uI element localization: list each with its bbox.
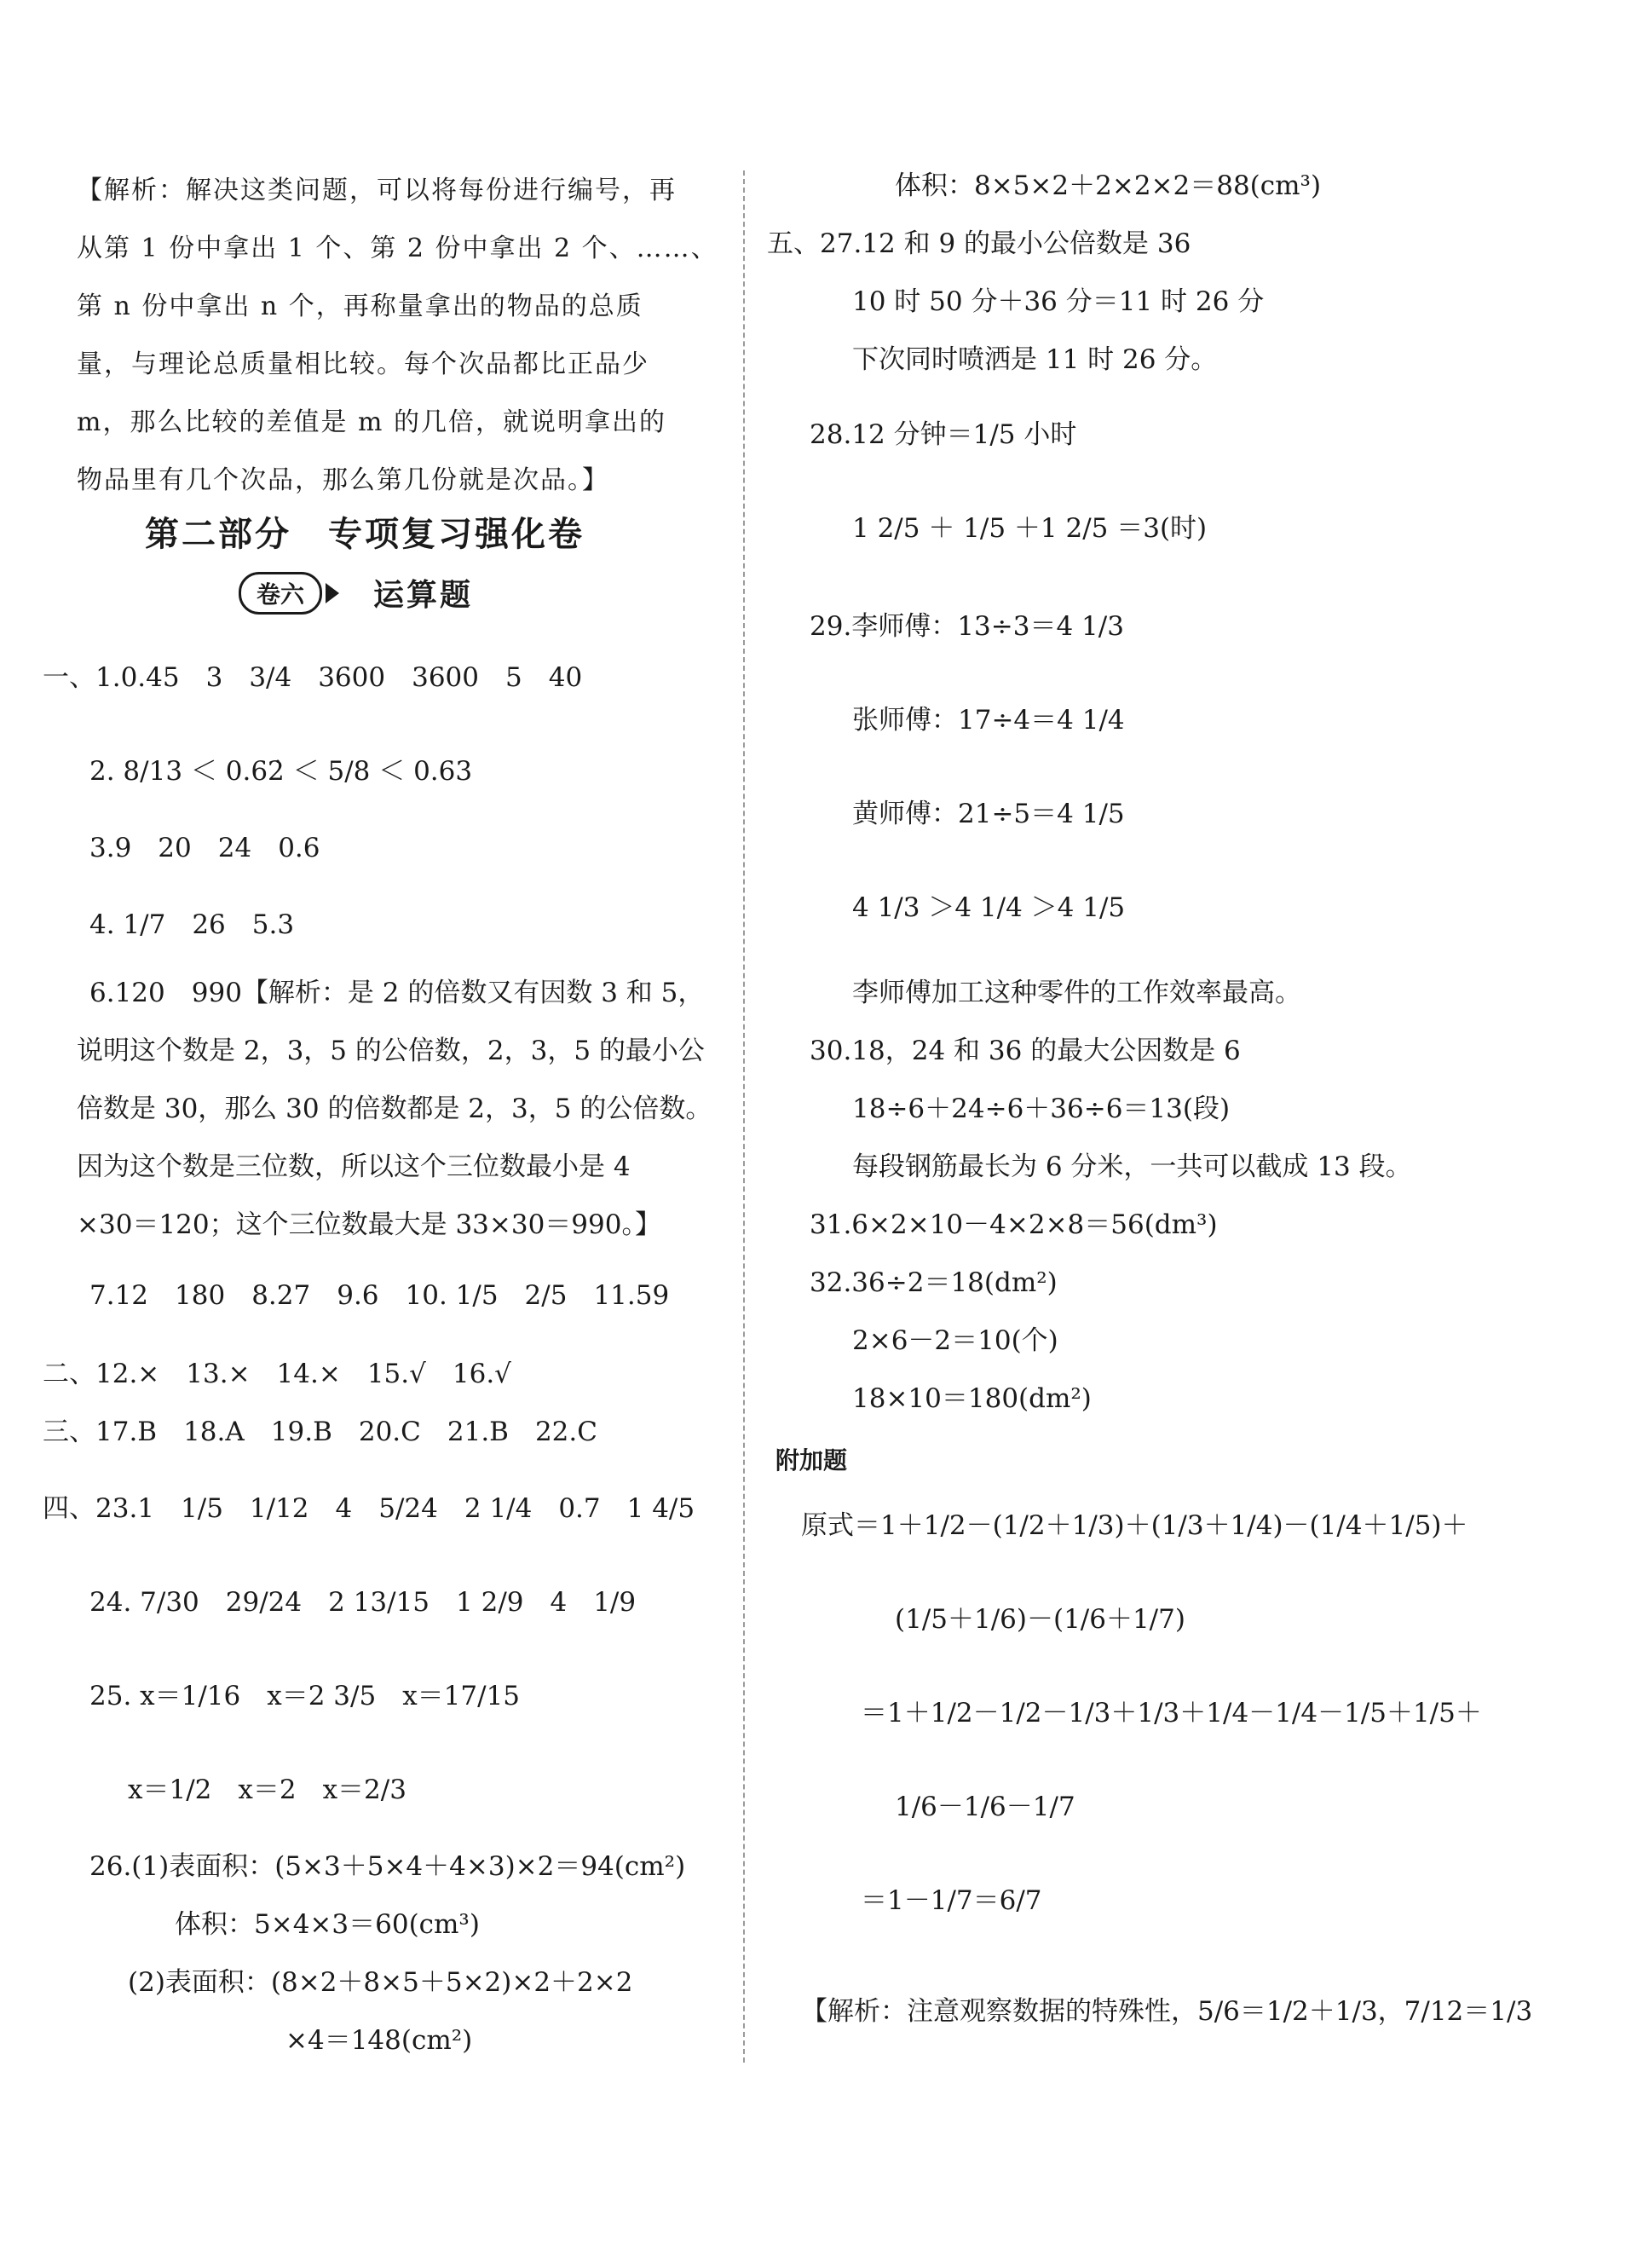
answer-line: 24. 7/30 29/24 2 13/15 1 2/9 4 1/9: [89, 1587, 637, 1618]
analysis-line: 物品里有几个次品，那么第几份就是次品。】: [77, 465, 609, 495]
topic-badge: [239, 571, 473, 615]
answer-line: 2×6－2＝10(个): [852, 1325, 1058, 1356]
answer-line: 原式＝1＋1/2－(1/2＋1/3)＋(1/3＋1/4)－(1/4＋1/5)＋: [801, 1510, 1468, 1541]
answer-line: 25. x＝1/16 x＝2 3/5 x＝17/15: [89, 1681, 521, 1711]
answer-line: 一、1.0.45 3 3/4 3600 3600 5 40: [43, 662, 583, 693]
answer-line: 18×10＝180(dm²): [852, 1383, 1092, 1414]
answer-line: 五、27.12 和 9 的最小公倍数是 36: [767, 228, 1191, 259]
answer-line: (2)表面积：(8×2＋8×5＋5×2)×2＋2×2: [128, 1967, 633, 1998]
answer-line: 29.李师傅：13÷3＝4 1/3: [810, 611, 1124, 642]
answer-line: 4. 1/7 26 5.3: [89, 909, 295, 940]
answer-line: 体积：5×4×3＝60(cm³): [175, 1909, 480, 1940]
answer-line: 3.9 20 24 0.6: [89, 833, 320, 863]
answer-line: ×30＝120；这个三位数最大是 33×30＝990。】: [77, 1209, 661, 1240]
answer-line: 6.120 990【解析：是 2 的倍数又有因数 3 和 5，: [89, 978, 705, 1008]
analysis-block: [77, 162, 724, 510]
answer-line: 说明这个数是 2，3，5 的公倍数，2，3，5 的最小公: [77, 1036, 705, 1066]
answer-line: 四、23.1 1/5 1/12 4 5/24 2 1/4 0.7 1 4/5: [43, 1493, 695, 1524]
analysis-line: m，那么比较的差值是 m 的几倍，就说明拿出的: [77, 407, 666, 437]
answer-line: 32.36÷2＝18(dm²): [810, 1267, 1058, 1298]
answer-line: 10 时 50 分＋36 分＝11 时 26 分: [852, 286, 1265, 317]
answer-line: 30.18，24 和 36 的最大公因数是 6: [810, 1036, 1241, 1066]
section-title: 第二部分 专项复习强化卷: [145, 515, 585, 554]
column-divider: [743, 170, 745, 2063]
analysis-line: 第 n 份中拿出 n 个，再称量拿出的物品的总质: [77, 291, 643, 321]
answer-line: 因为这个数是三位数，所以这个三位数最小是 4: [77, 1151, 631, 1182]
answer-line: 31.6×2×10－4×2×8＝56(dm³): [810, 1209, 1218, 1240]
answer-line: x＝1/2 x＝2 x＝2/3: [128, 1775, 406, 1805]
answer-line: 1/6－1/6－1/7: [895, 1792, 1075, 1822]
answer-line: ×4＝148(cm²): [285, 2025, 473, 2056]
answer-line: 18÷6＋24÷6＋36÷6＝13(段): [852, 1094, 1231, 1124]
answer-line: 三、17.B 18.A 19.B 20.C 21.B 22.C: [43, 1417, 597, 1447]
answer-line: 2. 8/13 ＜ 0.62̇ ＜ 5/8 ＜ 0.63: [89, 756, 473, 787]
answer-line: 28.12 分钟＝1/5 小时: [810, 419, 1077, 450]
answer-line: 1 2/5 ＋ 1/5 ＋1 2/5 ＝3(时): [852, 513, 1208, 544]
analysis-line: 【解析：解决这类问题，可以将每份进行编号，再: [77, 176, 677, 205]
answer-line: 体积：8×5×2＋2×2×2＝88(cm³): [895, 170, 1322, 201]
answer-line: ＝1＋1/2－1/2－1/3＋1/3＋1/4－1/4－1/5＋1/5＋: [861, 1698, 1482, 1728]
bonus-heading: 附加题: [775, 1446, 848, 1474]
answer-line: 4 1/3 ＞4 1/4 ＞4 1/5: [852, 892, 1126, 923]
answer-line: 每段钢筋最长为 6 分米，一共可以截成 13 段。: [852, 1151, 1412, 1182]
topic-title: 运算题: [373, 578, 474, 613]
answer-line: 张师傅：17÷4＝4 1/4: [852, 705, 1125, 736]
analysis-line: 量，与理论总质量相比较。每个次品都比正品少: [77, 349, 649, 379]
answer-line: 黄师傅：21÷5＝4 1/5: [852, 799, 1125, 829]
analysis-line: 从第 1 份中拿出 1 个、第 2 份中拿出 2 个、……、: [77, 234, 718, 263]
answer-line: 下次同时喷洒是 11 时 26 分。: [852, 344, 1218, 375]
answer-line: 二、12.× 13.× 14.× 15.√ 16.√: [43, 1359, 511, 1389]
answer-line: 【解析：注意观察数据的特殊性，5/6＝1/2＋1/3，7/12＝1/3: [801, 1996, 1533, 2027]
answer-line: (1/5＋1/6)－(1/6＋1/7): [895, 1604, 1185, 1635]
badge-arrow-icon: [326, 583, 339, 603]
answer-line: 倍数是 30，那么 30 的倍数都是 2，3，5 的公倍数。: [77, 1094, 712, 1124]
badge-label: 卷六: [239, 572, 322, 615]
answer-line: 7.12 180 8.27 9.6 10. 1/5 2/5 11.59: [89, 1280, 670, 1311]
answer-line: 26.(1)表面积：(5×3＋5×4＋4×3)×2＝94(cm²): [89, 1851, 686, 1882]
answer-line: 李师傅加工这种零件的工作效率最高。: [852, 978, 1301, 1008]
answer-line: ＝1－1/7＝6/7: [861, 1885, 1042, 1916]
